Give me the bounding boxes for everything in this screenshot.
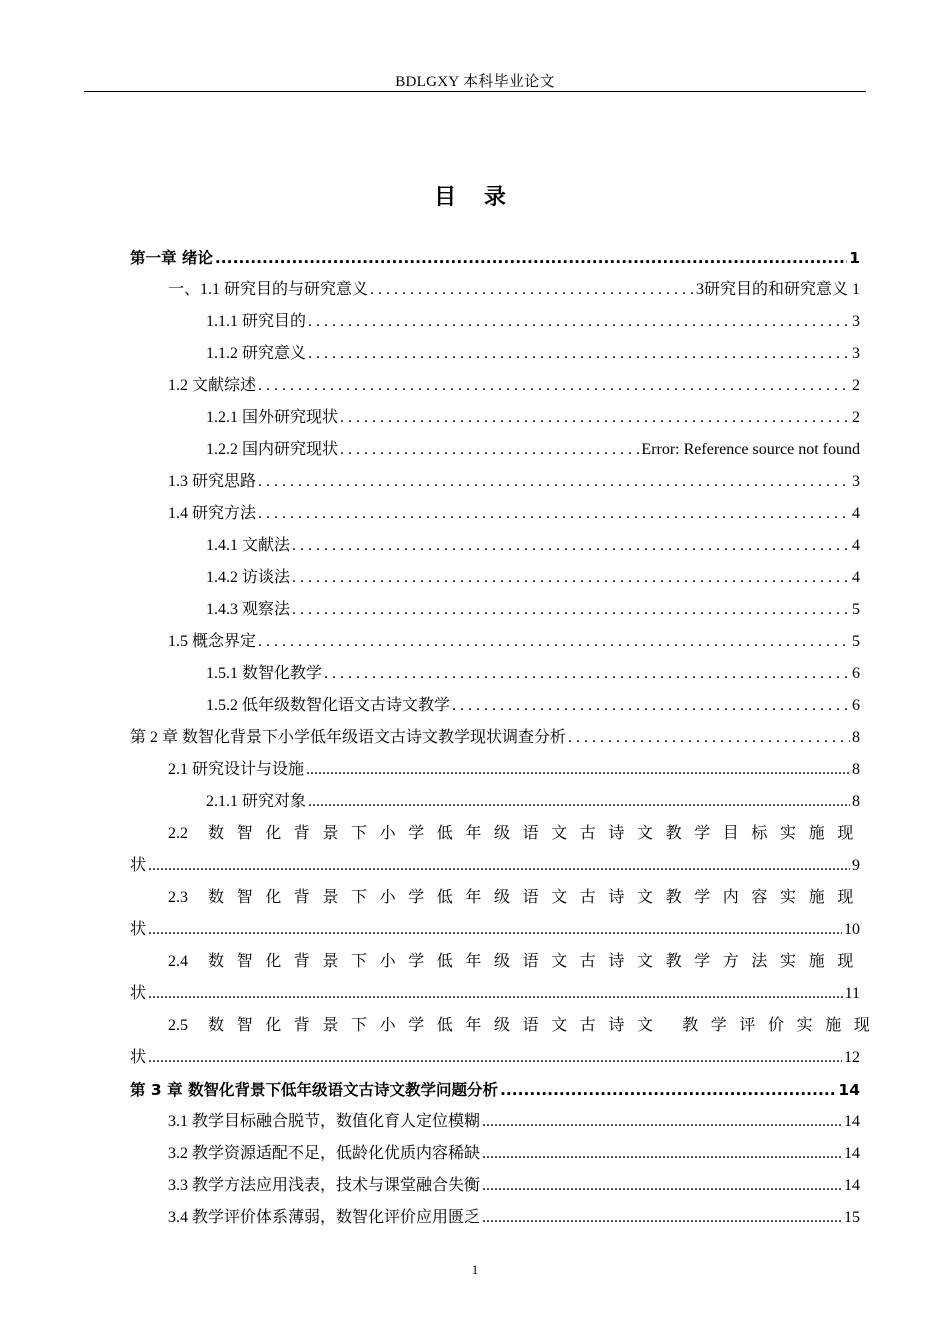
toc-entry-page: 12	[844, 1049, 860, 1066]
toc-entry-title: 一、1.1 研究目的与研究意义	[168, 281, 369, 298]
toc-entry-title: 状	[130, 1049, 147, 1066]
toc-leader-dots	[452, 690, 850, 722]
toc-entry-page: 10	[844, 921, 860, 938]
toc-entry-title: 1.4.2 访谈法	[206, 569, 291, 586]
toc-leader-dots	[292, 530, 850, 562]
toc-entry-title: 3.1 教学目标融合脱节，数值化育人定位模糊	[168, 1113, 481, 1130]
toc-leader-dots	[340, 434, 639, 466]
toc-entry-title: 1.5.1 数智化教学	[206, 665, 323, 682]
toc-leader-dots	[500, 1074, 836, 1106]
toc-entry-title: 3.3 教学方法应用浅表，技术与课堂融合失衡	[168, 1177, 481, 1194]
toc-entry-continuation[interactable]	[130, 850, 860, 882]
toc-entry-number: 2.5	[168, 1017, 188, 1034]
toc-entry-page: 11	[844, 985, 860, 1002]
toc-entry-wrapped[interactable]	[130, 946, 866, 978]
toc-entry-page: 5	[852, 601, 860, 618]
toc-entry-title: 1.5 概念界定	[168, 633, 257, 650]
toc-entry-title: 状	[130, 857, 147, 874]
toc-entry-page: 15	[844, 1209, 860, 1226]
toc-entry-page: 2	[852, 409, 860, 426]
toc-entry-page: 8	[852, 729, 860, 746]
toc-entry-page: 14	[838, 1081, 860, 1099]
toc-entry-page: 3研究目的和研究意义 1	[695, 281, 860, 298]
toc-leader-dots	[148, 978, 843, 1010]
toc-leader-dots	[340, 402, 850, 434]
toc-entry-title: 第一章 绪论	[130, 249, 213, 267]
toc-leader-dots	[370, 274, 694, 306]
toc-entry-title: 数智化背景下小学低年级语文古诗文教学目标实施现	[208, 825, 866, 842]
toc-entry-title: 数智化背景下小学低年级语文古诗文教学内容实施现	[208, 889, 866, 906]
toc-entry-title: 3.4 教学评价体系薄弱，数智化评价应用匮乏	[168, 1209, 481, 1226]
table-of-contents	[130, 242, 883, 1234]
toc-entry[interactable]	[130, 274, 860, 306]
toc-entry-page: Error: Reference source not found	[641, 441, 860, 458]
toc-entry[interactable]	[130, 1138, 860, 1170]
toc-leader-dots	[308, 338, 850, 370]
toc-entry-page: 4	[852, 569, 860, 586]
toc-entry-page: 2	[852, 377, 860, 394]
toc-entry[interactable]	[130, 466, 860, 498]
toc-entry-page: 8	[852, 761, 860, 778]
toc-leader-dots	[292, 594, 850, 626]
toc-entry[interactable]	[130, 690, 860, 722]
toc-entry-page: 14	[844, 1113, 860, 1130]
toc-entry[interactable]	[130, 786, 860, 818]
toc-entry-wrapped[interactable]	[130, 1010, 883, 1042]
header-divider	[84, 91, 866, 92]
toc-entry-page: 9	[852, 857, 860, 874]
toc-entry[interactable]	[130, 306, 860, 338]
toc-leader-dots	[306, 754, 850, 786]
toc-entry-title: 1.4.1 文献法	[206, 537, 291, 554]
toc-leader-dots	[215, 242, 847, 274]
toc-entry-continuation[interactable]	[130, 1042, 860, 1074]
toc-entry-title: 1.4.3 观察法	[206, 601, 291, 618]
toc-leader-dots	[148, 850, 850, 882]
toc-entry[interactable]	[130, 722, 860, 754]
toc-entry-title: 1.2 文献综述	[168, 377, 257, 394]
toc-entry[interactable]	[130, 562, 860, 594]
toc-leader-dots	[292, 562, 850, 594]
toc-leader-dots	[148, 1042, 842, 1074]
toc-entry[interactable]	[130, 754, 860, 786]
toc-entry-number: 2.3	[168, 889, 188, 906]
page-header: BDLGXY 本科毕业论文	[395, 74, 555, 90]
toc-entry-title: 数智化背景下小学低年级语文古诗文教学方法实施现	[208, 953, 866, 970]
toc-entry-title: 2.1.1 研究对象	[206, 793, 307, 810]
toc-entry-page: 3	[852, 345, 860, 362]
toc-entry[interactable]	[130, 402, 860, 434]
toc-entry-title: 状	[130, 921, 147, 938]
toc-leader-dots	[258, 626, 850, 658]
toc-entry-title: 1.3 研究思路	[168, 473, 257, 490]
toc-leader-dots	[482, 1170, 842, 1202]
toc-entry-page: 4	[852, 537, 860, 554]
toc-leader-dots	[482, 1106, 842, 1138]
toc-entry-continuation[interactable]	[130, 914, 860, 946]
toc-entry[interactable]	[130, 658, 860, 690]
toc-entry[interactable]	[130, 498, 860, 530]
toc-entry-page: 3	[852, 473, 860, 490]
toc-entry-number: 2.4	[168, 953, 188, 970]
toc-entry-title: 2.1 研究设计与设施	[168, 761, 305, 778]
toc-entry[interactable]	[130, 370, 860, 402]
toc-entry-page: 3	[852, 313, 860, 330]
toc-entry-page: 5	[852, 633, 860, 650]
toc-leader-dots	[568, 722, 850, 754]
toc-entry-title: 第 2 章 数智化背景下小学低年级语文古诗文教学现状调查分析	[130, 729, 567, 746]
toc-leader-dots	[324, 658, 850, 690]
toc-entry-wrapped[interactable]	[130, 882, 866, 914]
toc-entry-page: 8	[852, 793, 860, 810]
toc-entry-page: 6	[852, 697, 860, 714]
toc-entry[interactable]	[130, 434, 860, 466]
toc-entry-title: 1.2.1 国外研究现状	[206, 409, 339, 426]
toc-entry[interactable]	[130, 1170, 860, 1202]
toc-entry[interactable]	[130, 594, 860, 626]
toc-entry[interactable]	[130, 242, 860, 274]
toc-entry[interactable]	[130, 338, 860, 370]
toc-leader-dots	[308, 306, 850, 338]
toc-leader-dots	[482, 1202, 842, 1234]
toc-leader-dots	[482, 1138, 842, 1170]
toc-entry-page: 1	[849, 249, 860, 267]
toc-entry-title: 1.1.2 研究意义	[206, 345, 307, 362]
toc-entry[interactable]	[130, 1202, 860, 1234]
toc-leader-dots	[258, 370, 850, 402]
toc-entry-title: 状	[130, 985, 147, 1002]
toc-entry-title: 1.5.2 低年级数智化语文古诗文教学	[206, 697, 451, 714]
toc-entry-title: 第 3 章 数智化背景下低年级语文古诗文教学问题分析	[130, 1081, 498, 1099]
toc-entry-continuation[interactable]	[130, 978, 860, 1010]
toc-leader-dots	[148, 914, 842, 946]
toc-entry-wrapped[interactable]	[130, 818, 866, 850]
page-title: 目 录	[434, 185, 516, 210]
toc-entry-title: 3.2 教学资源适配不足，低龄化优质内容稀缺	[168, 1145, 481, 1162]
toc-entry-title: 数智化背景下小学低年级语文古诗文 教学评价实施现	[208, 1017, 883, 1034]
toc-entry-title: 1.4 研究方法	[168, 505, 257, 522]
toc-leader-dots	[258, 466, 850, 498]
toc-entry-page: 6	[852, 665, 860, 682]
toc-entry[interactable]	[130, 626, 860, 658]
toc-entry-page: 4	[852, 505, 860, 522]
toc-entry[interactable]	[130, 530, 860, 562]
toc-entry-page: 14	[844, 1177, 860, 1194]
page-number: 1	[471, 1262, 479, 1277]
toc-entry-title: 1.2.2 国内研究现状	[206, 441, 339, 458]
toc-leader-dots	[258, 498, 850, 530]
toc-entry[interactable]	[130, 1106, 860, 1138]
toc-leader-dots	[308, 786, 850, 818]
toc-entry[interactable]	[130, 1074, 860, 1106]
toc-entry-page: 14	[844, 1145, 860, 1162]
toc-entry-number: 2.2	[168, 825, 188, 842]
toc-entry-title: 1.1.1 研究目的	[206, 313, 307, 330]
